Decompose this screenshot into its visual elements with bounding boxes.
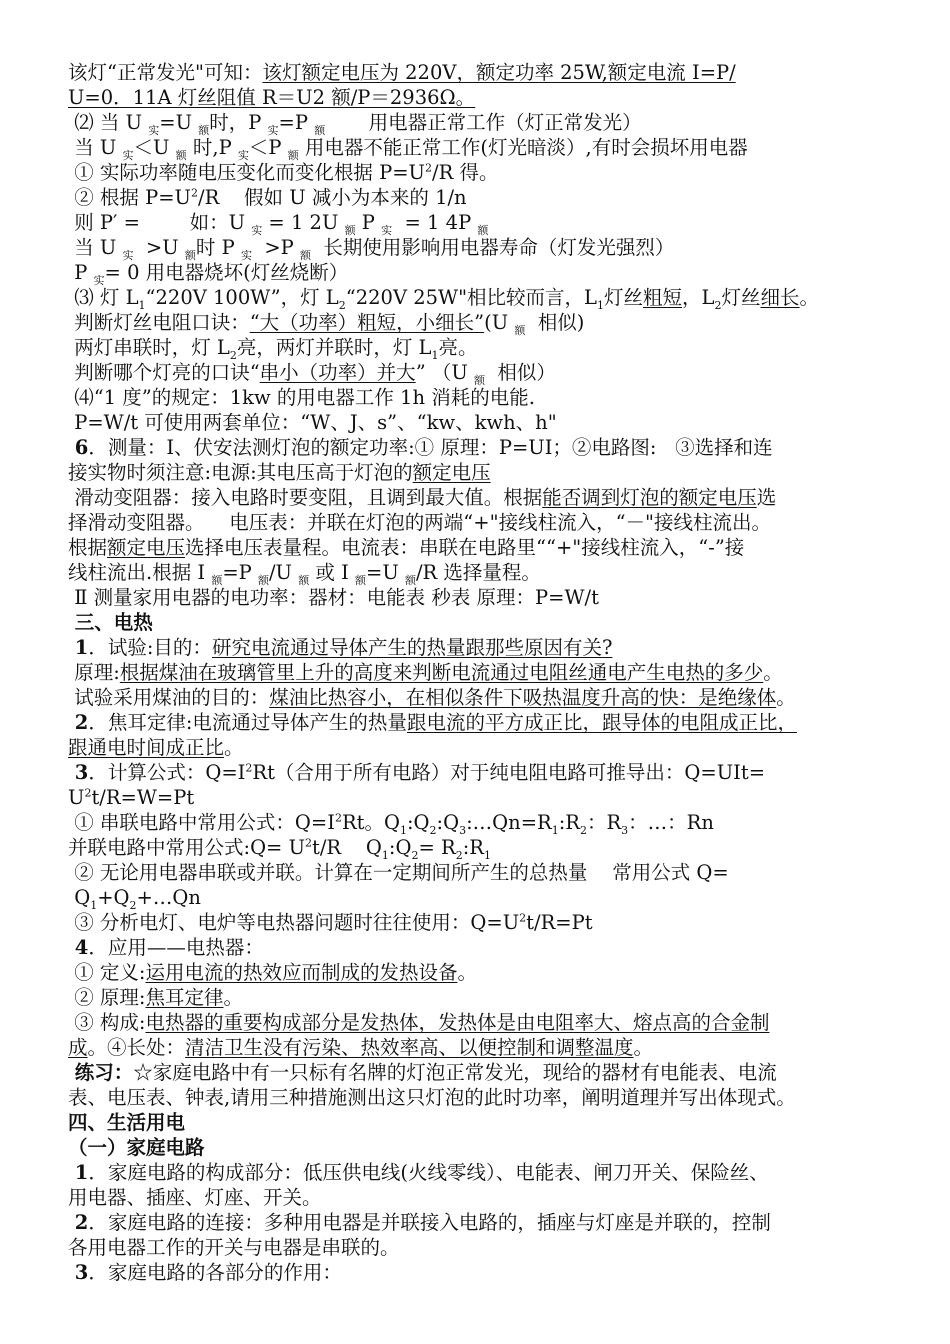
text-line <box>68 1110 888 1135</box>
text-line <box>68 560 888 585</box>
text-run: ．家庭电路的各部分的作用： <box>88 1261 342 1284</box>
text-run: Rt（合用于所有电路）对于纯电阻电路可推导出：Q=UIt= <box>252 761 766 784</box>
text-line <box>68 1260 888 1285</box>
text-run: =U <box>366 561 405 584</box>
text-run: （一）家庭电路 <box>68 1136 205 1159</box>
text-run: ．家庭电路的构成部分：低压供电线(火线零线）、电能表、闸刀开关、保险丝、 <box>88 1161 769 1184</box>
text-run: 两灯串联时，灯 L <box>68 336 230 359</box>
subscript: 2 <box>411 848 419 862</box>
text-run: 用电器、插座、灯座、开关。 <box>68 1186 322 1209</box>
underlined-text: 煤油比热容小，在相似条件下吸热温度升高的快：是绝缘体 <box>269 686 777 709</box>
text-run: Q <box>68 886 91 909</box>
text-run: 灯丝 <box>604 286 644 309</box>
text-run: /R 得。 <box>432 161 499 184</box>
underlined-text: 焦耳定律 <box>145 986 224 1009</box>
text-line <box>68 1035 888 1060</box>
text-run: 1 <box>68 636 89 659</box>
subscript: 1 <box>431 348 439 362</box>
subscript: 2 <box>129 898 137 912</box>
subscript: 额 <box>257 573 269 587</box>
subscript: 1 <box>138 298 146 312</box>
text-run: 或 I <box>309 561 355 584</box>
text-run: 用电器不能正常工作(灯光暗淡）,有时会损坏用电器 <box>298 136 748 159</box>
text-run: 相似) <box>525 311 585 334</box>
text-run: ① 串联电路中常用公式：Q=I <box>68 811 335 834</box>
subscript: 实 <box>148 123 160 137</box>
text-line <box>68 110 888 135</box>
text-run: 相似） <box>485 361 556 384</box>
text-line <box>68 635 888 660</box>
text-run: 并联电路中常用公式:Q= U <box>68 836 306 859</box>
text-run: Ⅱ 测量家用电器的电功率：器材：电能表 秒表 原理：P=W/t <box>68 586 599 609</box>
text-run: 。 <box>223 986 243 1009</box>
text-run: t/R Q <box>312 836 382 859</box>
text-run: 三、电热 <box>68 611 153 634</box>
text-run: 。 <box>776 686 796 709</box>
underlined-text: 额定电压 <box>107 536 186 559</box>
underlined-text: 成 <box>68 1036 88 1059</box>
subscript: 实 <box>381 223 393 237</box>
text-run: 择滑动变阻器。 电压表：并联在灯泡的两端“+"接线柱流入，“－"接线柱流出。 <box>68 511 772 534</box>
subscript: 2 <box>455 848 463 862</box>
text-run: 接实物时须注意:电源:其电压高于灯泡的 <box>68 461 413 484</box>
text-line <box>68 860 888 885</box>
text-line <box>68 835 888 860</box>
text-run: :…Qn=R <box>466 811 552 834</box>
text-run: +Q <box>97 886 130 909</box>
superscript: 2 <box>305 836 313 850</box>
text-run: ② 根据 P=U <box>68 186 191 209</box>
text-line <box>68 510 888 535</box>
text-run: 1 <box>68 1161 89 1184</box>
text-run: 各用电器工作的开关与电器是串联的。 <box>68 1236 400 1259</box>
underlined-text: 清洁卫生没有污染、热效率高、以便控制和调整温度 <box>185 1036 634 1059</box>
text-run: 用电器正常工作（灯正常发光） <box>325 111 642 134</box>
text-run: =P <box>278 111 315 134</box>
underlined-text: 串小（功率）并大 <box>259 361 416 384</box>
document-page <box>68 60 888 1285</box>
text-line <box>68 1185 888 1210</box>
text-line <box>68 710 888 735</box>
text-run: :Q <box>388 836 412 859</box>
text-line <box>68 360 888 385</box>
text-run: ⑷“1 度”的规定：1kw 的用电器工作 1h 消耗的电能. <box>68 386 535 409</box>
text-line <box>68 660 888 685</box>
subscript: 额 <box>355 573 366 587</box>
text-run: 线柱流出.根据 I <box>68 561 212 584</box>
subscript: 2 <box>579 823 587 837</box>
text-run: /R 假如 U 减小为本来的 1/n <box>198 186 467 209</box>
text-run: ＜P <box>248 136 288 159</box>
subscript: 实 <box>93 273 105 287</box>
text-line <box>68 610 888 635</box>
subscript: 1 <box>381 848 389 862</box>
text-line <box>68 285 888 310</box>
text-run: 当 U <box>68 136 123 159</box>
text-run: 表、电压表、钟表,请用三种措施测出这只灯泡的此时功率，阐明道理并写出体现式。 <box>68 1086 796 1109</box>
text-run: 3 <box>68 1261 89 1284</box>
text-run: U <box>68 786 85 809</box>
text-run: ：…：Rn <box>628 811 714 834</box>
text-run: 。 <box>799 286 820 309</box>
text-run: 选择电压表量程。电流表：串联在电路里““+"接线柱流入，“-”接 <box>185 536 745 559</box>
text-line <box>68 985 888 1010</box>
text-run: 原理: <box>68 661 120 684</box>
text-line <box>68 235 888 260</box>
subscript: 3 <box>621 823 629 837</box>
text-run: ⑶ 灯 L <box>68 286 139 309</box>
subscript: 额 <box>298 573 310 587</box>
text-run: 2 <box>68 711 89 734</box>
subscript: 实 <box>267 123 279 137</box>
underlined-text: 额定电压 <box>412 461 491 484</box>
text-run: ③ 构成: <box>68 1011 146 1034</box>
text-run: 长期使用影响用电器寿命（灯发光强烈） <box>311 236 675 259</box>
text-run: /U <box>268 561 299 584</box>
text-line <box>68 410 888 435</box>
text-run: t/R=W=Pt <box>91 786 195 809</box>
text-run: 。 <box>633 1036 654 1059</box>
text-run: = 0 用电器烧坏(灯丝烧断） <box>104 261 349 284</box>
text-line <box>68 935 888 960</box>
text-run: /R 选择量程。 <box>415 561 541 584</box>
text-run: ① 定义: <box>68 961 146 984</box>
text-run: P=W/t 可使用两套单位：“W、J、s”、“kw、kwh、h" <box>68 411 557 434</box>
text-line <box>68 60 888 85</box>
text-run: 6 <box>68 436 89 459</box>
subscript: 额 <box>175 148 187 162</box>
underlined-text: 运用电流的热效应而制成的发热设备 <box>145 961 458 984</box>
underlined-text: 该灯额定电压为 220V，额定功率 25W,额定电流 I=P/ <box>262 61 736 84</box>
text-run: ① 实际功率随电压变化而变化根据 P=U <box>68 161 425 184</box>
subscript: 实 <box>122 148 134 162</box>
text-run: 当 U <box>68 236 123 259</box>
text-line <box>68 785 888 810</box>
superscript: 2 <box>191 186 198 200</box>
text-run: ．计算公式：Q=I <box>88 761 246 784</box>
text-run: :R <box>462 836 484 859</box>
subscript: 2 <box>229 348 237 362</box>
text-run: 练习： <box>68 1061 134 1084</box>
text-run: ③ 分析电灯、电炉等电热器问题时往往使用：Q=U <box>68 911 520 934</box>
text-line <box>68 1135 888 1160</box>
text-line <box>68 760 888 785</box>
text-run: ．家庭电路的连接：多种用电器是并联接入电路的，插座与灯座是并联的，控制 <box>88 1211 771 1234</box>
subscript: 额 <box>474 373 485 387</box>
text-run: ② 原理: <box>68 986 146 1009</box>
subscript: 额 <box>514 323 526 337</box>
subscript: 额 <box>211 573 223 587</box>
text-line <box>68 585 888 610</box>
text-run: Rt。Q <box>341 811 400 834</box>
text-line <box>68 885 888 910</box>
subscript: 额 <box>198 123 210 137</box>
text-run: 试验采用煤油的目的： <box>68 686 270 709</box>
subscript: 实 <box>237 148 249 162</box>
text-run: “220V 25W"相比较而言，L <box>345 286 598 309</box>
text-run: +…Qn <box>136 886 201 909</box>
subscript: 实 <box>251 223 263 237</box>
text-run: =P <box>222 561 258 584</box>
text-line <box>68 260 888 285</box>
text-run: :R <box>558 811 580 834</box>
text-run: 时,P <box>186 136 238 159</box>
text-run: ＜U <box>133 136 176 159</box>
text-run: = 1 2U <box>262 211 345 234</box>
text-run: ☆家庭电路中有一只标有名牌的灯泡正常发光，现给的器材有电能表、电流 <box>133 1061 777 1084</box>
text-run: 。 <box>763 661 783 684</box>
text-run: t/R=Pt <box>526 911 593 934</box>
subscript: 1 <box>90 898 98 912</box>
superscript: 2 <box>519 911 527 925</box>
underlined-text: U=0．11A 灯丝阻值 R＝U2 额/P＝2936Ω。 <box>68 86 476 109</box>
text-line <box>68 1085 888 1110</box>
subscript: 额 <box>300 248 311 262</box>
text-line <box>68 1060 888 1085</box>
text-line <box>68 485 888 510</box>
subscript: 1 <box>399 823 407 837</box>
text-line <box>68 535 888 560</box>
underlined-text: 根据煤油在玻璃管里上升的高度来判断电流通过电阻丝通电产生电热的多少 <box>119 661 764 684</box>
text-run: ” （U <box>415 361 474 384</box>
text-run: 根据 <box>68 536 108 559</box>
superscript: 2 <box>84 786 92 800</box>
text-line <box>68 135 888 160</box>
text-line <box>68 85 888 110</box>
text-run: “220V 100W”，灯 L <box>145 286 339 309</box>
text-run: 3 <box>68 761 89 784</box>
text-line <box>68 1160 888 1185</box>
text-run: =U <box>159 111 199 134</box>
text-run: 4 <box>68 936 89 959</box>
text-run: ，L <box>682 286 715 309</box>
underlined-text: 粗短 <box>643 286 683 309</box>
superscript: 2 <box>334 811 342 825</box>
superscript: 2 <box>425 161 432 175</box>
underlined-text: 跟电流的平方成正比，跟导体的电阻成正比， <box>406 711 797 734</box>
text-line <box>68 810 888 835</box>
underlined-text: 研究电流通过导体产生的热量跟那些原因有关? <box>211 636 613 659</box>
text-run: P <box>355 211 382 234</box>
text-run: 灯丝 <box>721 286 761 309</box>
text-line <box>68 1210 888 1235</box>
text-line <box>68 960 888 985</box>
text-run: = 1 4P <box>392 211 478 234</box>
underlined-text: 细长 <box>760 286 800 309</box>
subscript: 2 <box>714 298 722 312</box>
text-run: 该灯“正常发光"可知： <box>68 61 263 84</box>
text-run: = R <box>418 836 456 859</box>
text-run: 时 P <box>195 236 241 259</box>
text-run: ：R <box>586 811 622 834</box>
subscript: 2 <box>338 298 346 312</box>
text-run: 。 <box>457 961 477 984</box>
text-line <box>68 210 888 235</box>
text-run: >U <box>133 236 185 259</box>
text-run: 则 P′ = 如：U <box>68 211 252 234</box>
subscript: 实 <box>122 248 134 262</box>
text-run: ．测量：Ⅰ、伏安法测灯泡的额定功率:① 原理：P=UI；②电路图: ③选择和连 <box>88 436 773 459</box>
text-run: 亮，两灯并联时，灯 L <box>236 336 432 359</box>
underlined-text: 电热器的重要构成部分是发热体，发热体是由电阻率大、熔点高的合金制 <box>145 1011 770 1034</box>
underlined-text: 跟通电时间成正比 <box>68 736 225 759</box>
subscript: 1 <box>551 823 559 837</box>
text-line <box>68 335 888 360</box>
subscript: 额 <box>314 123 326 137</box>
text-run: 判断哪个灯亮的口诀“ <box>68 361 260 384</box>
text-run: ．试验:目的： <box>88 636 212 659</box>
text-run: 选 <box>756 486 777 509</box>
subscript: 1 <box>483 848 491 862</box>
text-line <box>68 435 888 460</box>
text-line <box>68 160 888 185</box>
underlined-text: 能否调到灯泡的额定电压 <box>542 486 757 509</box>
superscript: 2 <box>245 761 253 775</box>
subscript: 1 <box>597 298 605 312</box>
text-run: 。 <box>224 736 244 759</box>
text-run: P <box>68 261 94 284</box>
text-line <box>68 460 888 485</box>
text-run: 亮。 <box>438 336 478 359</box>
text-line <box>68 1235 888 1260</box>
subscript: 额 <box>404 573 416 587</box>
text-run: 2 <box>68 1211 89 1234</box>
subscript: 2 <box>429 823 437 837</box>
text-run: :Q <box>436 811 460 834</box>
text-run: 滑动变阻器：接入电路时要变阻，且调到最大值。根据 <box>68 486 543 509</box>
text-run: (U <box>484 311 515 334</box>
text-run: 判断灯丝电阻口诀： <box>68 311 250 334</box>
text-run: :Q <box>406 811 430 834</box>
text-line <box>68 310 888 335</box>
subscript: 额 <box>184 248 196 262</box>
subscript: 实 <box>240 248 252 262</box>
text-line <box>68 385 888 410</box>
text-line <box>68 735 888 760</box>
text-run: 。④长处： <box>87 1036 186 1059</box>
subscript: 额 <box>287 148 299 162</box>
text-run: ．应用——电热器： <box>88 936 264 959</box>
text-run: >P <box>251 236 300 259</box>
text-run: 四、生活用电 <box>68 1111 186 1134</box>
text-run: ．焦耳定律:电流通过导体产生的热量 <box>88 711 407 734</box>
text-line <box>68 185 888 210</box>
text-line <box>68 910 888 935</box>
text-run: ⑵ 当 U <box>68 111 149 134</box>
text-line <box>68 1010 888 1035</box>
text-run: ② 无论用电器串联或并联。计算在一定期间所产生的总热量 常用公式 Q= <box>68 861 729 884</box>
underlined-text: “大（功率）粗短，小细长” <box>249 311 485 334</box>
subscript: 额 <box>344 223 356 237</box>
subscript: 3 <box>459 823 467 837</box>
text-line <box>68 685 888 710</box>
subscript: 额 <box>477 223 489 237</box>
text-run: 时，P <box>209 111 268 134</box>
